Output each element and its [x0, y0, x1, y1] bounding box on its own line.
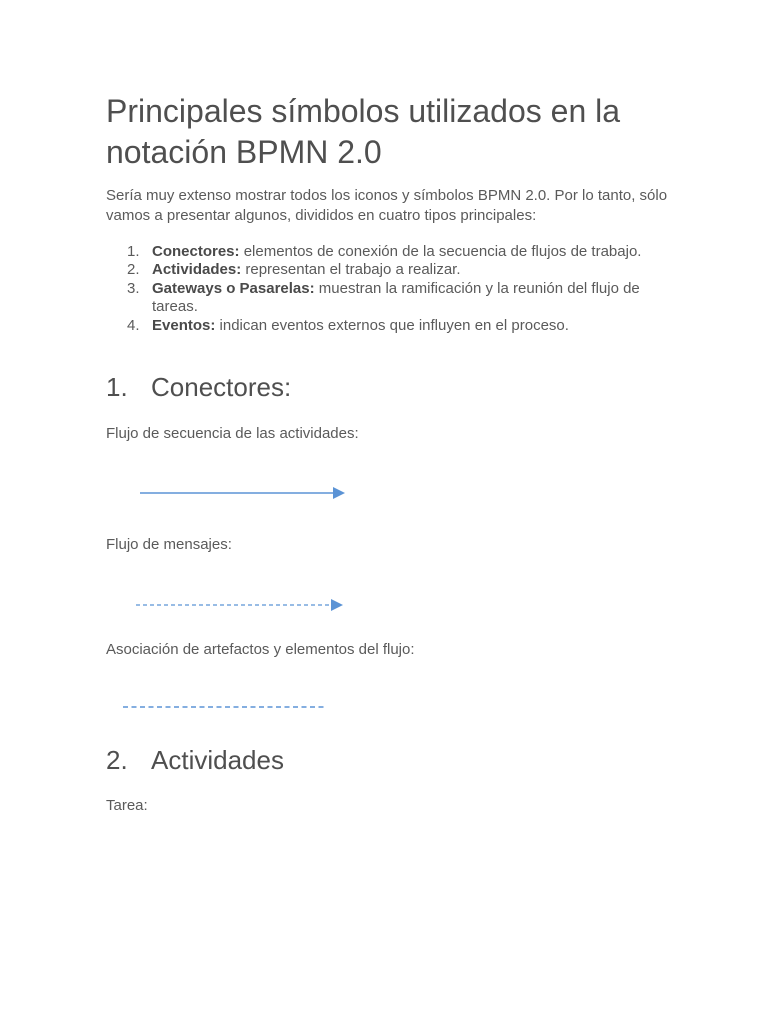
sequence-flow-arrow-icon — [136, 484, 350, 502]
list-item-description: representan el trabajo a realizar. — [241, 261, 461, 279]
section-title: Conectores: — [151, 372, 292, 402]
caption-task: Tarea: — [106, 797, 148, 814]
caption-sequence-flow: Flujo de secuencia de las actividades: — [106, 425, 359, 442]
symbol-types-list — [106, 243, 666, 335]
list-item — [106, 317, 666, 335]
list-item-term: Eventos: — [152, 316, 216, 334]
list-item-number: 2. — [127, 261, 140, 279]
list-item-term: Conectores: — [152, 243, 240, 260]
caption-association: Asociación de artefactos y elementos del flujo: — [106, 641, 415, 658]
list-item — [106, 261, 666, 279]
intro-paragraph: Sería muy extenso mostrar todos los iconos y símbolos BPMN 2.0. Por lo tanto, sólo vamos a presentar algunos, divididos en cuatro tipos principales: — [106, 187, 668, 224]
list-item-term: Actividades: — [152, 261, 242, 279]
message-flow-arrow-icon — [132, 596, 346, 614]
list-item-description: muestran la ramificación y la reunión del flujo de tareas. — [152, 279, 640, 316]
list-item-number: 1. — [127, 243, 140, 260]
list-item-description: indican eventos externos que influyen en el proceso. — [215, 316, 569, 334]
list-item — [106, 243, 666, 261]
list-item-number: 4. — [127, 316, 140, 334]
section-heading-actividades — [106, 744, 284, 776]
section-number: 2. — [106, 745, 128, 775]
association-line-icon — [120, 700, 330, 714]
list-item-number: 3. — [127, 279, 140, 297]
section-title: Actividades — [151, 745, 284, 775]
caption-message-flow: Flujo de mensajes: — [106, 536, 232, 553]
section-number: 1. — [106, 372, 128, 402]
list-item — [106, 280, 666, 317]
page-title: Principales símbolos utilizados en la notación BPMN 2.0 — [106, 93, 621, 170]
section-heading-conectores — [106, 371, 291, 403]
list-item-term: Gateways o Pasarelas: — [152, 279, 315, 297]
list-item-description: elementos de conexión de la secuencia de flujos de trabajo. — [239, 243, 642, 260]
